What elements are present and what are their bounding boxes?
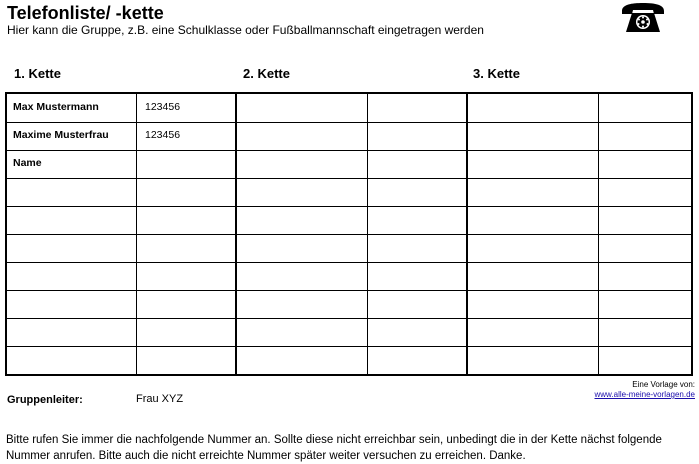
template-credit [595, 380, 696, 400]
row-divider [7, 318, 691, 319]
instructions-text: Bitte rufen Sie immer die nachfolgende Nummer an. Sollte diese nicht erreichbar sein, unbedingt die in der Kette nächst folgende Nummer anrufen. Bitte auch die nicht erreichte Nummer später weiter versuchen zu erreichen. Danke. [6, 434, 662, 462]
group-leader-label: Gruppenleiter: [7, 394, 83, 406]
table-row-number: 123456 [145, 101, 181, 113]
table-row-number: 123456 [145, 129, 181, 141]
chain-3-heading: 3. Kette [473, 66, 520, 81]
chain-1-heading: 1. Kette [14, 66, 61, 81]
row-divider [7, 346, 691, 347]
row-divider [7, 122, 691, 123]
table-row-name: Maxime Musterfrau [13, 129, 109, 141]
row-divider [7, 150, 691, 151]
table-row-name: Name [13, 157, 42, 169]
phone-table [5, 92, 693, 376]
credit-text: Eine Vorlage von: [632, 380, 695, 389]
table-row-name: Max Mustermann [13, 101, 99, 113]
row-divider [7, 206, 691, 207]
page-title: Telefonliste/ -kette [7, 3, 164, 23]
page-subtitle: Hier kann die Gruppe, z.B. eine Schulklasse oder Fußballmannschaft eingetragen werden [7, 23, 484, 37]
row-divider [7, 178, 691, 179]
row-divider [7, 234, 691, 235]
row-divider [7, 290, 691, 291]
credit-link[interactable]: www.alle-meine-vorlagen.de [594, 390, 695, 399]
row-divider [7, 262, 691, 263]
group-leader-value: Frau XYZ [136, 393, 184, 405]
chain-2-heading: 2. Kette [243, 66, 290, 81]
telephone-icon [620, 2, 666, 34]
